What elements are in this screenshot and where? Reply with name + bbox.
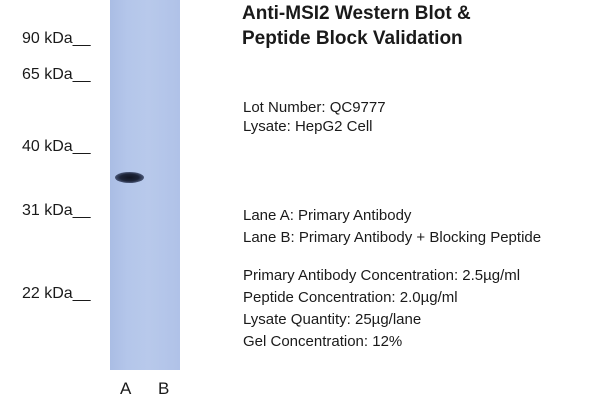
lane-label-a: A bbox=[120, 379, 132, 398]
protein-band-lane-a bbox=[115, 172, 144, 183]
western-blot-membrane bbox=[110, 0, 180, 370]
lane-label-b: B bbox=[158, 379, 170, 398]
marker-65-kda: 65 kDa__ bbox=[22, 66, 91, 83]
primary-antibody-concentration: Primary Antibody Concentration: 2.5µg/ml bbox=[243, 267, 521, 284]
lot-number: Lot Number: QC9777 bbox=[243, 99, 386, 116]
gel-concentration: Gel Concentration: 12% bbox=[243, 333, 403, 350]
title-line-1: Anti-MSI2 Western Blot & bbox=[242, 3, 471, 24]
peptide-concentration: Peptide Concentration: 2.0µg/ml bbox=[243, 289, 458, 306]
lane-b-description: Lane B: Primary Antibody + Blocking Peptide bbox=[243, 229, 542, 246]
lysate-type: Lysate: HepG2 Cell bbox=[243, 118, 373, 135]
marker-90-kda: 90 kDa__ bbox=[22, 30, 91, 47]
marker-22-kda: 22 kDa__ bbox=[22, 285, 91, 302]
title-line-2: Peptide Block Validation bbox=[242, 28, 463, 49]
molecular-weight-markers bbox=[0, 0, 110, 400]
marker-31-kda: 31 kDa__ bbox=[22, 202, 91, 219]
lane-a-description: Lane A: Primary Antibody bbox=[243, 207, 412, 224]
marker-40-kda: 40 kDa__ bbox=[22, 138, 91, 155]
lysate-quantity: Lysate Quantity: 25µg/lane bbox=[243, 311, 422, 328]
